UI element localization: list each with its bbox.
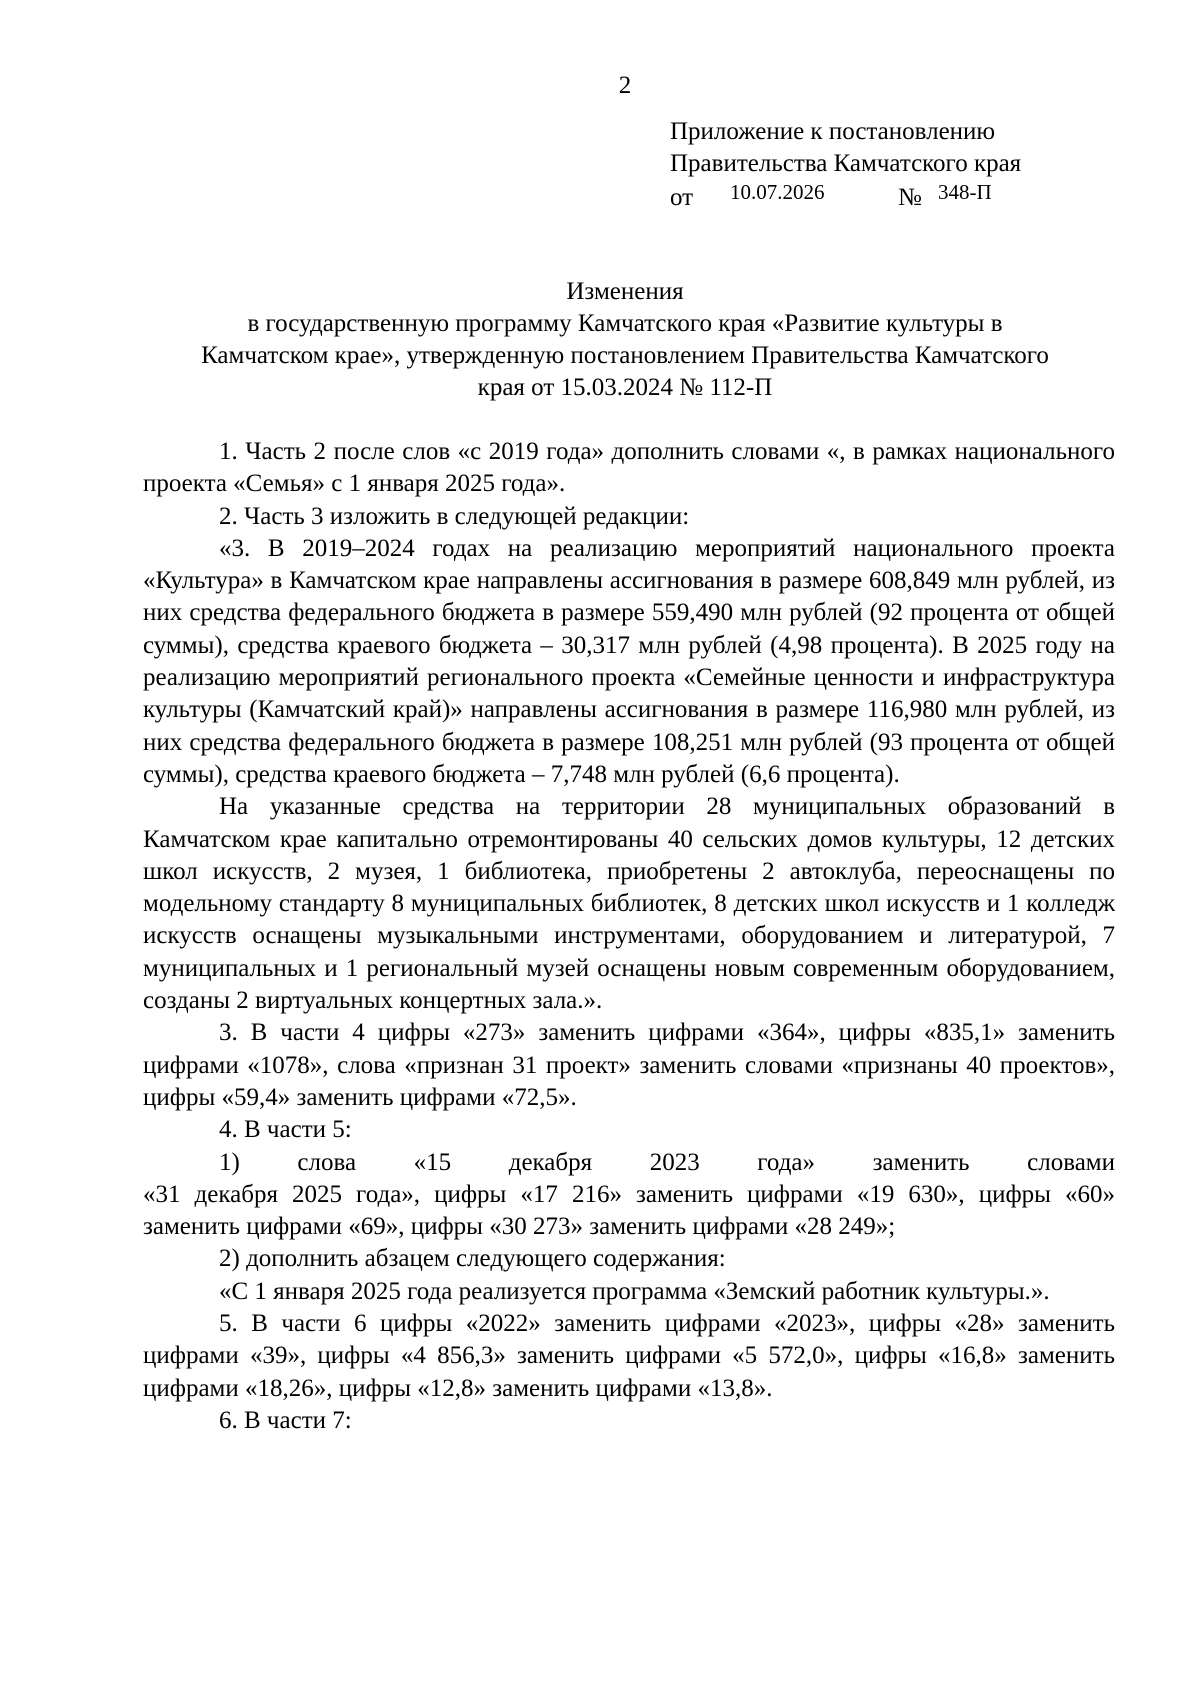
approval-date-row	[670, 180, 1090, 216]
p7-word: года»	[757, 1148, 816, 1176]
paragraph-7-first-line	[143, 1147, 1115, 1179]
approval-line-1: Приложение к постановлению	[670, 118, 996, 145]
paragraph-11: 6. В части 7:	[219, 1406, 352, 1434]
paragraph-2: 2. Часть 3 изложить в следующей редакции:	[219, 502, 690, 530]
document-title	[130, 276, 1120, 404]
approval-date: 10.07.2026	[730, 180, 825, 204]
paragraph-9: «С 1 января 2025 года реализуется программа «Земский работник культуры.».	[219, 1277, 1050, 1305]
p7-word: «15	[413, 1148, 452, 1176]
p7-word: 2023	[649, 1148, 700, 1176]
title-line-1: Изменения	[566, 278, 684, 305]
paragraph-4: На указанные средства на территории 28 муниципальных образований в Камчатском крае капитально отремонтированы 40 сельских домов культуры, 12 детских школ искусств, 2 музея, 1 библиотека, приобретены 2 автоклуба, переоснащены по модельному стандарту 8 муниципальных библиотек, 8 детских школ искусств и 1 колледж искусств оснащены музыкальными инструментами, оборудованием и литературой, 7 муниципальных и 1 региональный музей оснащены новым современным оборудованием, созданы 2 виртуальных концертных зала.».	[143, 793, 1115, 1015]
approval-line-2: Правительства Камчатского края	[670, 150, 1022, 177]
paragraph-5: 3. В части 4 цифры «273» заменить цифрами «364», цифры «835,1» заменить цифрами «1078», слова «признан 31 проект» заменить словами «признаны 40 проектов», цифры «59,4» заменить цифрами «72,5».	[143, 1019, 1115, 1111]
p7-word: декабря	[508, 1148, 593, 1176]
paragraph-3: «3. В 2019–2024 годах на реализацию мероприятий национального проекта «Культура» в Камчатском крае направлены ассигнования в размере 608,849 млн рублей, из них средства федерального бюджета в размере 559,490 млн рублей (92 процента от общей суммы), средства краевого бюджета – 30,317 млн рублей (4,98 процента). В 2025 году на реализацию мероприятий регионального проекта «Семейные ценности и инфраструктура культуры (Камчатский край)» направлены ассигнования в размере 116,980 млн рублей, из них средства федерального бюджета в размере 108,251 млн рублей (93 процента от общей суммы), средства краевого бюджета – 7,748 млн рублей (6,6 процента).	[143, 534, 1115, 788]
paragraph-6: 4. В части 5:	[219, 1116, 352, 1144]
p7-word: словами	[1027, 1148, 1115, 1176]
document-body	[143, 436, 1115, 1437]
title-line-2: в государственную программу Камчатского края «Развитие культуры в	[247, 310, 1003, 337]
p7-word: 1)	[219, 1148, 240, 1176]
title-line-4: края от 15.03.2024 № 112-П	[477, 374, 773, 401]
page-number: 2	[618, 72, 632, 99]
paragraph-1: 1. Часть 2 после слов «с 2019 года» дополнить словами «, в рамках национального проекта «Семья» с 1 января 2025 года».	[143, 438, 1115, 498]
paragraph-10: 5. В части 6 цифры «2022» заменить цифрами «2023», цифры «28» заменить цифрами «39», цифры «4 856,3» заменить цифрами «5 572,0», цифры «16,8» заменить цифрами «18,26», цифры «12,8» заменить цифрами «13,8».	[143, 1310, 1115, 1402]
p7-word: заменить	[872, 1148, 970, 1176]
from-label: от	[670, 184, 694, 211]
paragraph-7-rest: «31 декабря 2025 года», цифры «17 216» заменить цифрами «19 630», цифры «60» заменить цифрами «69», цифры «30 273» заменить цифрами «28 249»;	[143, 1180, 1115, 1241]
approval-number: 348-П	[938, 180, 992, 204]
title-line-3: Камчатском крае», утвержденную постановлением Правительства Камчатского	[201, 342, 1049, 369]
p7-word: слова	[297, 1148, 357, 1176]
number-sign: №	[898, 184, 922, 211]
paragraph-8: 2) дополнить абзацем следующего содержания:	[219, 1245, 726, 1273]
